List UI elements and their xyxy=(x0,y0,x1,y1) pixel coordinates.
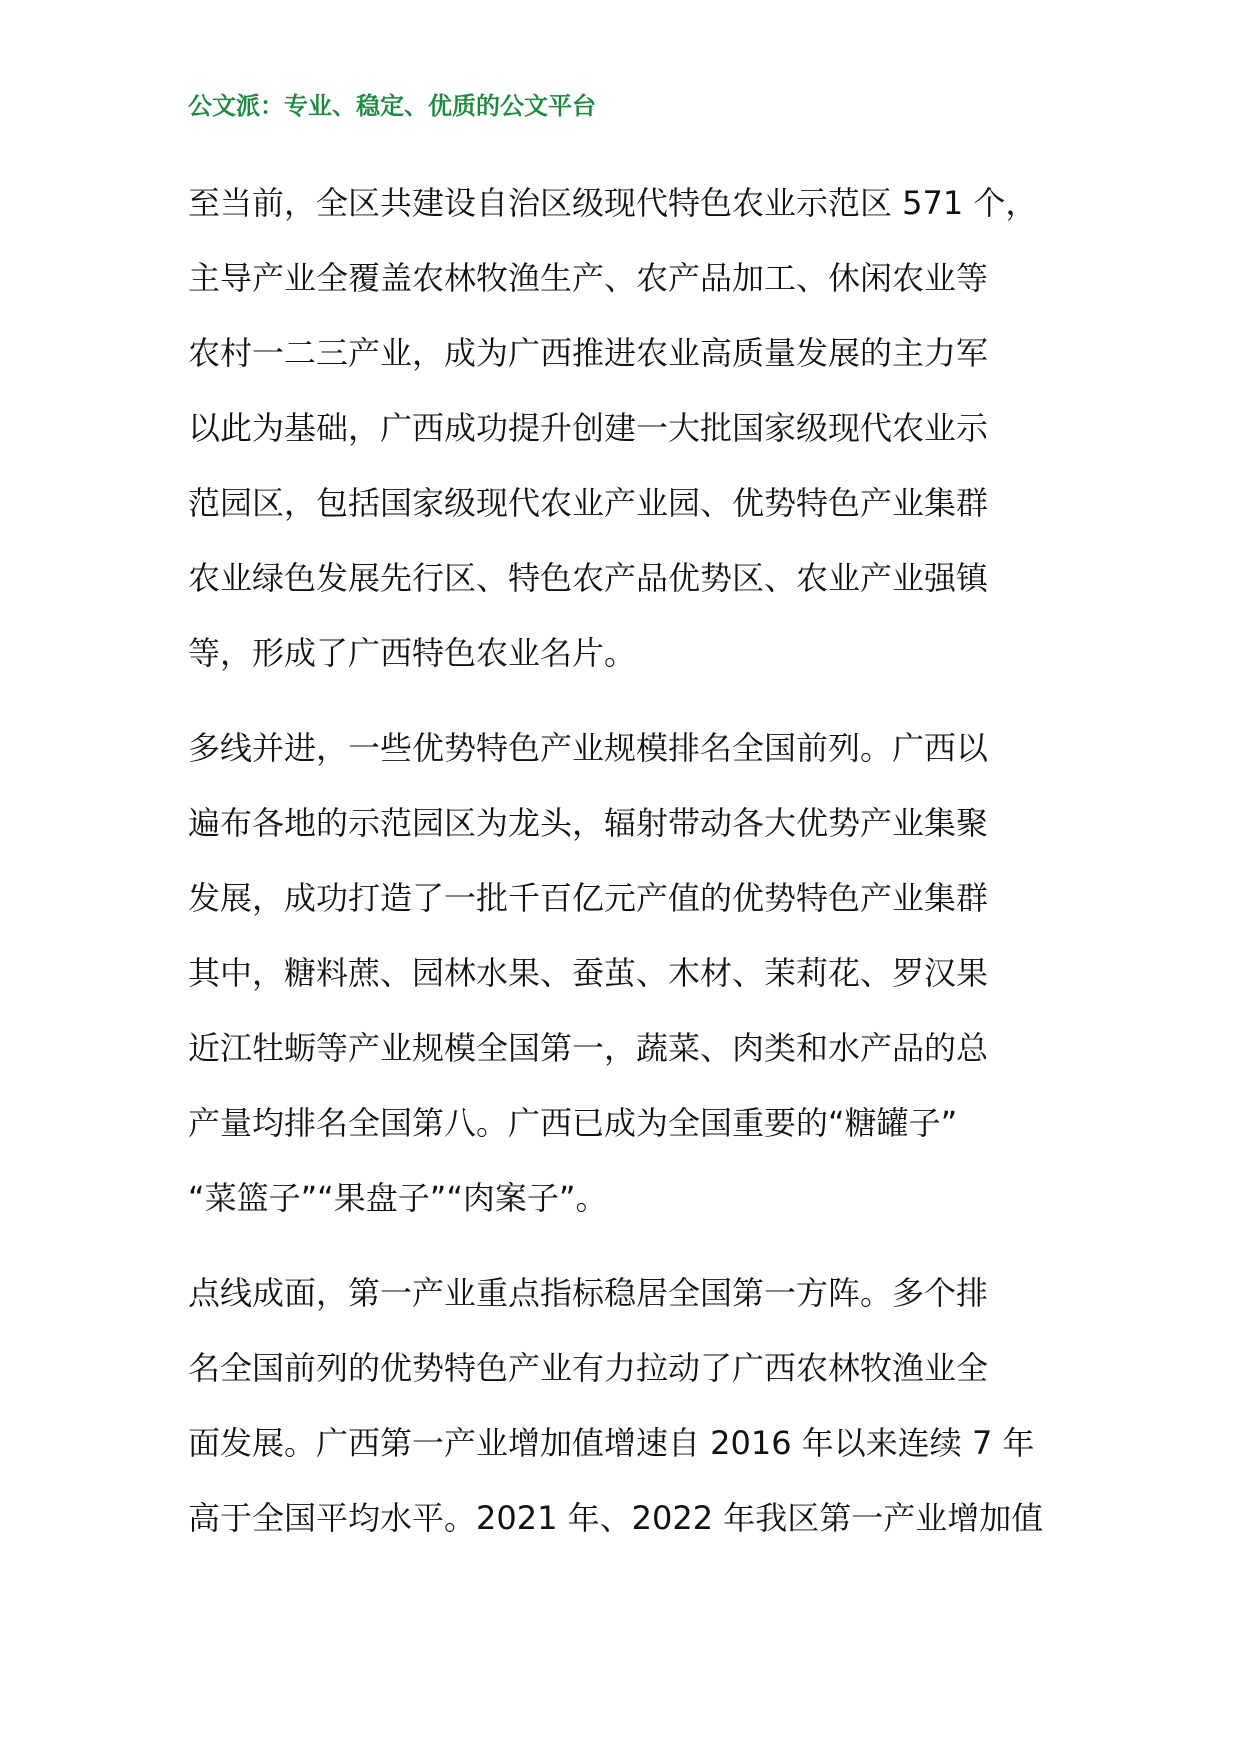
paragraph-3 xyxy=(188,1256,1058,1556)
text-line: 产量均排名全国第八。广西已成为全国重要的“糖罐子” xyxy=(188,1104,958,1142)
document-body xyxy=(188,166,1058,1576)
paragraph-1 xyxy=(188,166,1058,691)
text-line: 主导产业全覆盖农林牧渔生产、农产品加工、休闲农业等 xyxy=(188,259,989,297)
text-line: 农业绿色发展先行区、特色农产品优势区、农业产业强镇 xyxy=(188,559,989,597)
paragraph-2 xyxy=(188,711,1058,1236)
text-line: 多线并进，一些优势特色产业规模排名全国前列。广西以 xyxy=(188,729,989,767)
text-line: 其中，糖料蔗、园林水果、蚕茧、木材、茉莉花、罗汉果 xyxy=(188,954,989,992)
text-line: 等，形成了广西特色农业名片。 xyxy=(188,634,637,672)
text-line: 面发展。广西第一产业增加值增速自 2016 年以来连续 7 年 xyxy=(188,1424,1035,1462)
text-line: 农村一二三产业，成为广西推进农业高质量发展的主力军 xyxy=(188,334,989,372)
text-line: “菜篮子”“果盘子”“肉案子”。 xyxy=(188,1179,608,1217)
page-header-title: 公文派：专业、稳定、优质的公文平台 xyxy=(188,91,596,120)
text-line: 至当前，全区共建设自治区级现代特色农业示范区 571 个， xyxy=(188,184,1038,222)
text-line: 近江牡蛎等产业规模全国第一，蔬菜、肉类和水产品的总 xyxy=(188,1029,989,1067)
text-line: 名全国前列的优势特色产业有力拉动了广西农林牧渔业全 xyxy=(188,1349,989,1387)
text-line: 以此为基础，广西成功提升创建一大批国家级现代农业示 xyxy=(188,409,989,447)
text-line: 点线成面，第一产业重点指标稳居全国第一方阵。多个排 xyxy=(188,1274,989,1312)
text-line: 遍布各地的示范园区为龙头，辐射带动各大优势产业集聚 xyxy=(188,804,989,842)
text-line: 范园区，包括国家级现代农业产业园、优势特色产业集群 xyxy=(188,484,989,522)
text-line: 发展，成功打造了一批千百亿元产值的优势特色产业集群 xyxy=(188,879,989,917)
text-line: 高于全国平均水平。2021 年、2022 年我区第一产业增加值 xyxy=(188,1499,1044,1537)
